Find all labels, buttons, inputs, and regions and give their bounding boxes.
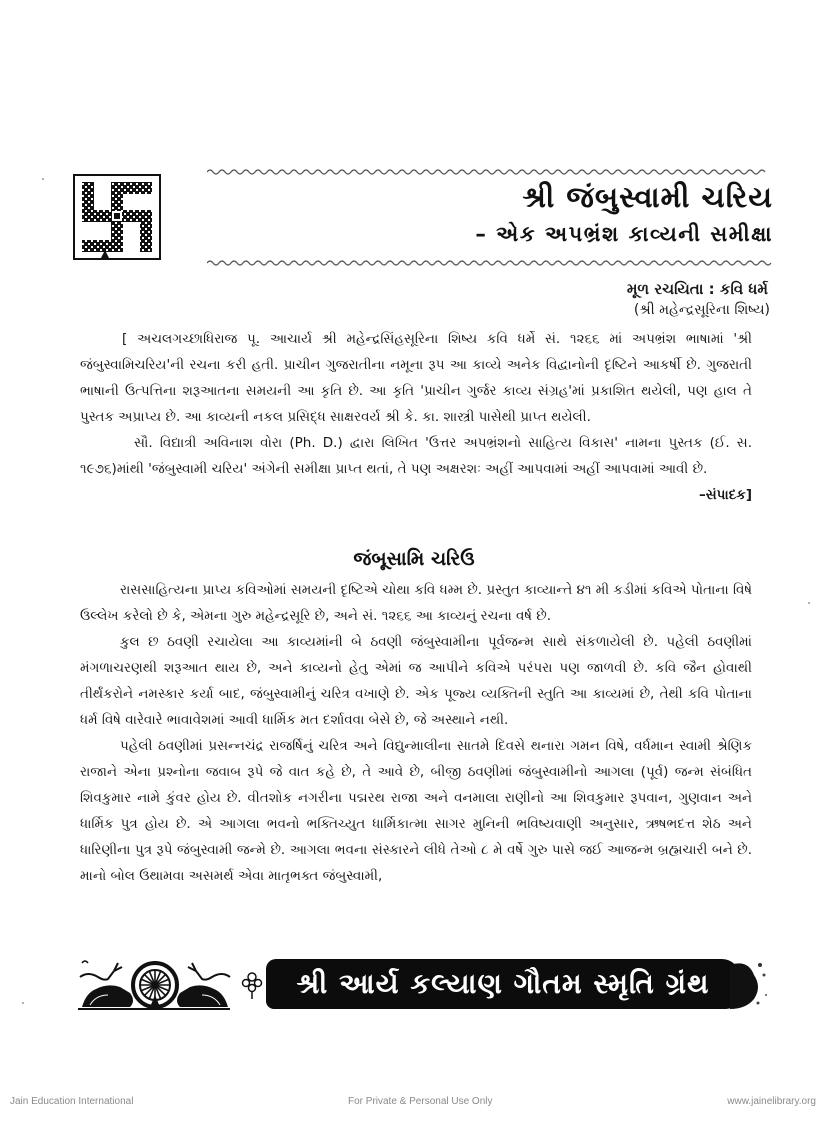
editor-note-paragraph xyxy=(80,430,752,503)
editor-note-paragraph: [ અચલગચ્છાધિરાજ પૂ. આચાર્ય શ્રી મહેન્દ્રસિંહસૂરિના શિષ્ય કવિ ધર્મે સં. ૧૨૬૬ માં અપભ્રંશ ભાષામાં 'શ્રી જંબુસ્વામિચરિય'ની રચના કરી હતી. પ્રાચીન ગુજરાતીના નમૂના રૂપ આ કાવ્યે અનેક વિદ્વાનોની દૃષ્ટિને આકર્ષી છે. ગુજરાતી ભાષાની ઉત્પત્તિના શરૂઆતના સમયની આ કૃતિ છે. આ કૃતિ 'પ્રાચીન ગુર્જર કાવ્ય સંગ્રહ'માં પ્રકાશિત થયેલી, પણ હાલ તે પુસ્તક અપ્રાપ્ય છે. આ કાવ્યની નકલ પ્રસિદ્ધ સાક્ષરવર્ય શ્રી કે. કા. શાસ્ત્રી પાસેથી પ્રાપ્ત થયેલી. xyxy=(80,331,752,425)
footer-usage-note: For Private & Personal Use Only xyxy=(348,1096,493,1107)
original-author: મૂળ રચયિતા : કવિ ધર્મ xyxy=(626,280,768,298)
footer-publisher: Jain Education International xyxy=(10,1096,134,1107)
article-paragraph: કુલ છ ઠવણી રચાયેલા આ કાવ્યમાંની બે ઠવણી જંબુસ્વામીના પૂર્વજન્મ સાથે સંકળાયેલી છે. પહેલી ઠવણીમાં મંગળાચરણથી શરૂઆત થાય છે, અને કાવ્યનો હેતુ એમાં જ આપીને કવિએ પરંપરા પણ જાળવી છે. કવિ જૈન હોવાથી તીર્થંકરોને નમસ્કાર કર્યા બાદ, જંબુસ્વામીનું ચરિત્ર વખાણે છે. એક પૂજ્ય વ્યક્તિની સ્તુતિ આ કાવ્યમાં છે, તેથી કવિ પોતાના ધર્મ વિષે વારેવારે ભાવાવેશમાં આવી ધાર્મિક મત દર્શાવવા બેસે છે, જે અસ્થાને નથી. xyxy=(80,634,752,728)
wavy-divider-top xyxy=(207,168,777,176)
article-paragraph: રાસસાહિત્યના પ્રાપ્ય કવિઓમાં સમયની દૃષ્ટિએ ચોથા કવિ ધમ્મ છે. પ્રસ્તુત કાવ્યાન્તે ૪૧ મી કડીમાં કવિએ પોતાના વિષે ઉલ્લેખ કરેલો છે કે, એમના ગુરુ મહેન્દ્રસૂરિ છે, અને સં. ૧૨૬૬ આ કાવ્યનું રચના વર્ષ છે. xyxy=(80,582,752,624)
article-body xyxy=(80,577,752,889)
swastika-icon xyxy=(73,174,161,260)
scan-speck xyxy=(22,1002,24,1004)
editor-signature: –સંપાદક] xyxy=(698,487,752,503)
scan-speck xyxy=(42,178,44,180)
wavy-divider-bottom xyxy=(207,259,777,267)
article-subtitle: – એક અપભ્રંશ કાવ્યની સમીક્ષા xyxy=(475,222,773,246)
banner-title: શ્રી આર્ય કલ્યાણ ગૌતમ સ્મૃતિ ગ્રંથ xyxy=(266,959,740,1009)
editor-note-text: સૌ. વિદ્યાત્રી અવિનાશ વોરા (Ph. D.) દ્વારા લિખિત 'ઉત્તર અપભ્રંશનો સાહિત્ય વિકાસ' નામના પુસ્તક (ઈ. સ. ૧૯૭૬)માંથી 'જંબુસ્વામી ચરિય' અંગેની સમીક્ષા પ્રાપ્ત થતાં, તે પણ અક્ષરશઃ અહીં આપવામાં અહીં આપવામાં આવી છે. xyxy=(80,435,752,477)
footer-website-link[interactable]: www.jainelibrary.org xyxy=(727,1096,816,1107)
scan-speck xyxy=(808,602,810,604)
dharma-wheel-deer-icon xyxy=(70,955,240,1013)
editor-note xyxy=(80,326,752,508)
article-paragraph: પહેલી ઠવણીમાં પ્રસન્નચંદ્ર રાજર્ષિનું ચરિત્ર અને વિદ્યુન્માલીના સાતમે દિવસે થનારા ગમન વિષે, વર્ધમાન સ્વામી શ્રેણિક રાજાને એના પ્રશ્નોના જવાબ રૂપે જે વાત કહે છે, તે આવે છે, બીજી ઠવણીમાં જંબુસ્વામીનો આગલા (પૂર્વ) જન્મ સંબંધિત શિવકુમાર નામે કુંવર હોય છે. વીતશોક નગરીના પદ્મરથ રાજા અને વનમાલા રાણીનો આ શિવકુમાર રૂપવાન, ગુણવાન અને ધાર્મિક પુત્ર હોય છે. એ આગલા ભવનો ભક્તિચ્યુત ધાર્મિકાત્મા સાગર મુનિની ભવિષ્યવાણી અનુસાર, ઋષભદત્ત શેઠ અને ધારિણીના પુત્ર રૂપે જંબુસ્વામી જન્મે છે. આગલા ભવના સંસ્કારને લીધે તેઓ ૮ મે વર્ષે ગુરુ પાસે જઈ આજન્મ બ્રહ્મચારી બને છે. માનો બોલ ઉથામવા અસમર્થ એવા માતૃભક્ત જંબુસ્વામી, xyxy=(80,738,752,884)
article-title: શ્રી જંબુસ્વામી ચરિય xyxy=(522,180,773,214)
publication-banner xyxy=(70,955,770,1013)
footer xyxy=(0,1092,828,1112)
lotus-flower-icon xyxy=(240,969,264,999)
author-affiliation: (શ્રી મહેન્દ્રસૂરિના શિષ્ય) xyxy=(633,302,770,318)
section-heading: જંબૂસામિ ચરિઉ xyxy=(353,548,475,570)
ink-smudge xyxy=(730,955,770,1013)
